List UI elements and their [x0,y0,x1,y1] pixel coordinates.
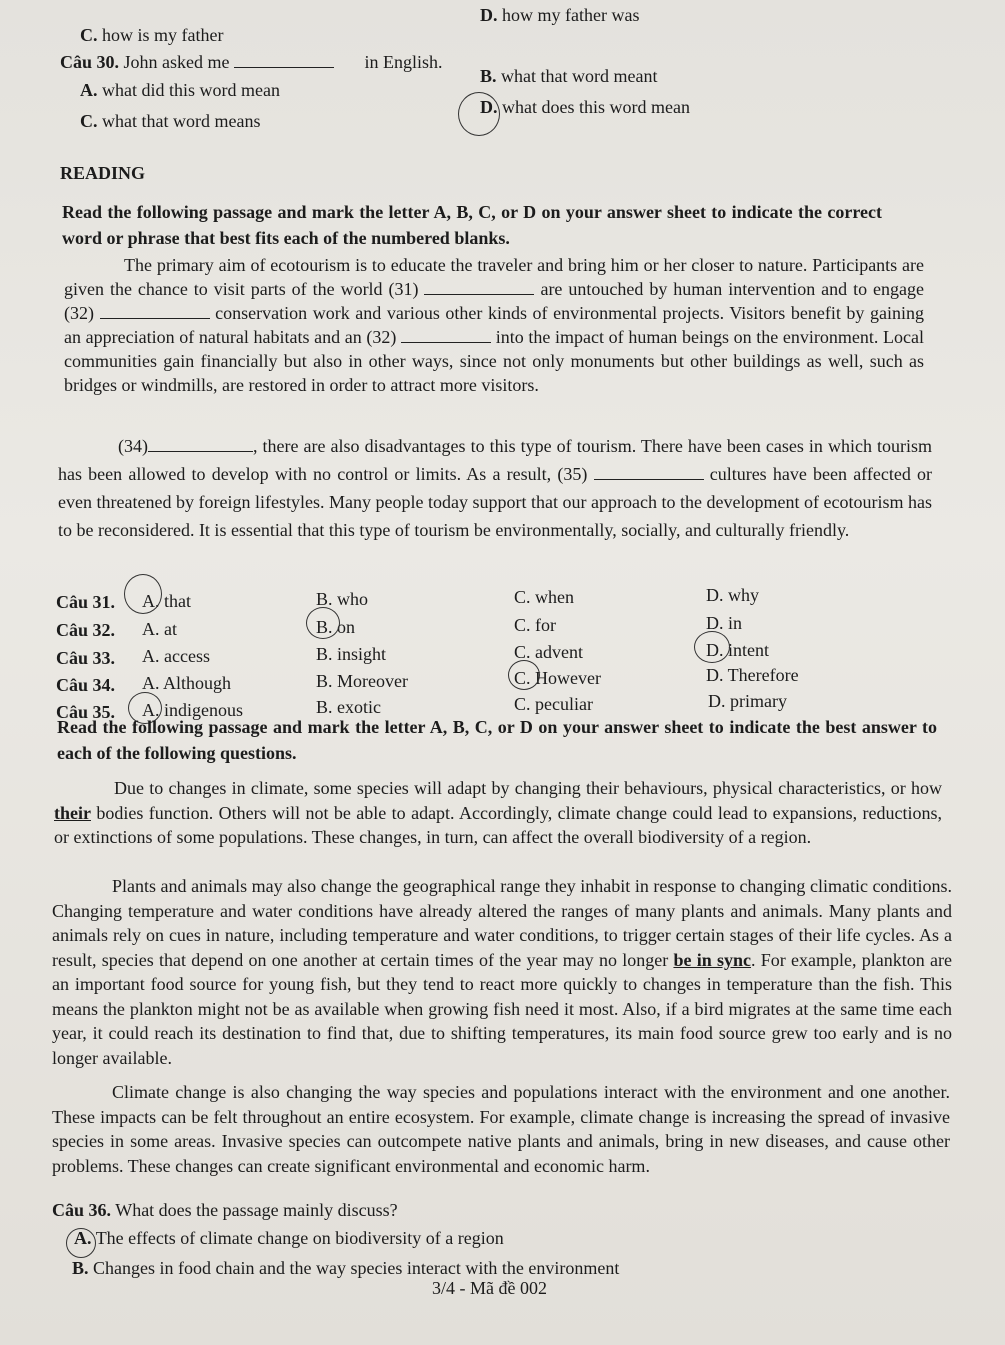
underlined-be-in-sync: be in sync [673,949,751,970]
q30-option-c: C. what that word means [80,111,261,131]
passage-climate-p1: Due to changes in climate, some species will adapt by changing their behaviours, physical characteristics, or how their bodies function. Others will not be able to adapt. Accordingly, climate change could lead to expansions, reductions, or extinctions of some populations. These changes, in turn, can affect the overall biodiversity of a region. [54,778,942,847]
q33-option-a: A. access [142,646,210,666]
q33-option-c: C. advent [514,642,583,662]
q35-option-c: C. peculiar [514,694,593,714]
q32-option-a: A. at [142,619,177,639]
blank-31 [424,280,534,295]
q35-option-d: D. primary [708,691,787,711]
blank-33 [401,328,491,343]
q31-option-b: B. who [316,589,369,609]
q31-label: Câu 31. [56,592,116,612]
q35-label: Câu 35. [56,702,116,722]
q32-option-b: B. on [316,617,356,637]
blank-32 [100,304,210,319]
passage-climate-p3: Climate change is also changing the way species and populations interact with the environment and one another. These impacts can be felt throughout an entire ecosystem. For example, climate change is increasing the spread of invasive species in some areas. Invasive species can outcompete native plants and animals, bring in new diseases, and cause other problems. These changes can create significant environmental and economic harm. [52,1082,950,1176]
answer-blank [234,53,334,68]
q33-option-b: B. insight [316,644,387,664]
passage-ecotourism-p2: (34) , there are also disadvantages to this type of tourism. There have been cases in which tourism has been allowed to develop with no control or limits. As a result, (35) cultures have been affected or even threatened by foreign lifestyles. Many people today support that our approach to the development of ecotourism has to be reconsidered. It is essential that this type of tourism be environmentally, socially, and culturally friendly. [58,436,932,540]
q30-option-b: B. what that word meant [480,66,658,86]
instruction-reading: Read the following passage and mark the letter A, B, C, or D on your answer sheet to indicate the best answer to each of the following questions. [57,717,937,763]
q30-option-a: A. what did this word mean [80,80,280,100]
answer-circle-mark [306,607,340,639]
q34-option-b: B. Moreover [316,671,408,691]
q34-option-d: D. Therefore [706,665,799,685]
underlined-their: their [54,802,91,823]
q32-label: Câu 32. [56,620,116,640]
q32-option-c: C. for [514,615,556,635]
page-footer: 3/4 - Mã đề 002 [432,1278,547,1298]
answer-circle-mark [508,660,540,690]
q36-option-a: A. The effects of climate change on biodiversity of a region [74,1228,504,1248]
q36-stem: Câu 36. What does the passage mainly discuss? [52,1200,398,1220]
q31-option-d: D. why [706,585,759,605]
q34-label: Câu 34. [56,675,116,695]
q32-option-d: D. in [706,613,742,633]
q34-option-a: A. Although [142,673,232,693]
q34-option-c: C. However [514,668,601,688]
answer-circle-mark [458,92,500,136]
passage-climate-p2: Plants and animals may also change the geographical range they inhabit in response to changing climatic conditions. Changing temperature and water conditions have already altered the ranges of many plants and animals. Many plants and animals rely on cues in nature, including temperature and water conditions, to trigger certain stages of their life cycles. As a result, species that depend on one another at certain times of the year may no longer be in sync. For example, plankton are an important food source for young fish, but they tend to react more quickly to changes in temperature than the fish. This means the plankton might not be as available when growing fish need it most. Also, if a bird migrates at the same time each year, it could reach its destination to find that, due to shifting temperatures, its main food source grew too early and is no longer available. [52,876,952,1068]
q29-option-d: D. how my father was [480,5,640,25]
blank-34 [148,437,253,452]
q33-option-d: D. intent [706,640,769,660]
q35-option-a: A. indigenous [142,700,243,720]
q36-option-b: B. Changes in food chain and the way species interact with the environment [72,1258,620,1278]
q33-label: Câu 33. [56,648,116,668]
answer-circle-mark [66,1228,96,1258]
reading-heading: READING [60,163,146,183]
q35-option-b: B. exotic [316,697,381,717]
q29-option-c: C. how is my father [80,25,224,45]
q31-option-c: C. when [514,587,574,607]
answer-circle-mark [124,574,162,614]
answer-circle-mark [694,631,730,663]
q31-option-a: A. that [142,591,191,611]
q30-option-d: D. what does this word mean [480,97,690,117]
q30-stem: Câu 30. John asked me in English. [60,52,443,72]
blank-35 [594,465,704,480]
passage-ecotourism-p1: The primary aim of ecotourism is to educate the traveler and bring him or her closer to nature. Participants are given the chance to visit parts of the world (31) are untouched by human intervention and to engage (32) conservation work and various other kinds of environmental projects. Visitors benefit by gaining an appreciation of natural habitats and an (32) into the impact of human beings on the environment. Local communities gain financially but also in other ways, since not only monuments but other buildings as well, such as bridges or windmills, are restored in order to attract more visitors. [64,255,925,395]
instruction-cloze: Read the following passage and mark the letter A, B, C, or D on your answer sheet to indicate the correct word or phrase that best fits each of the numbered blanks. [62,202,882,248]
